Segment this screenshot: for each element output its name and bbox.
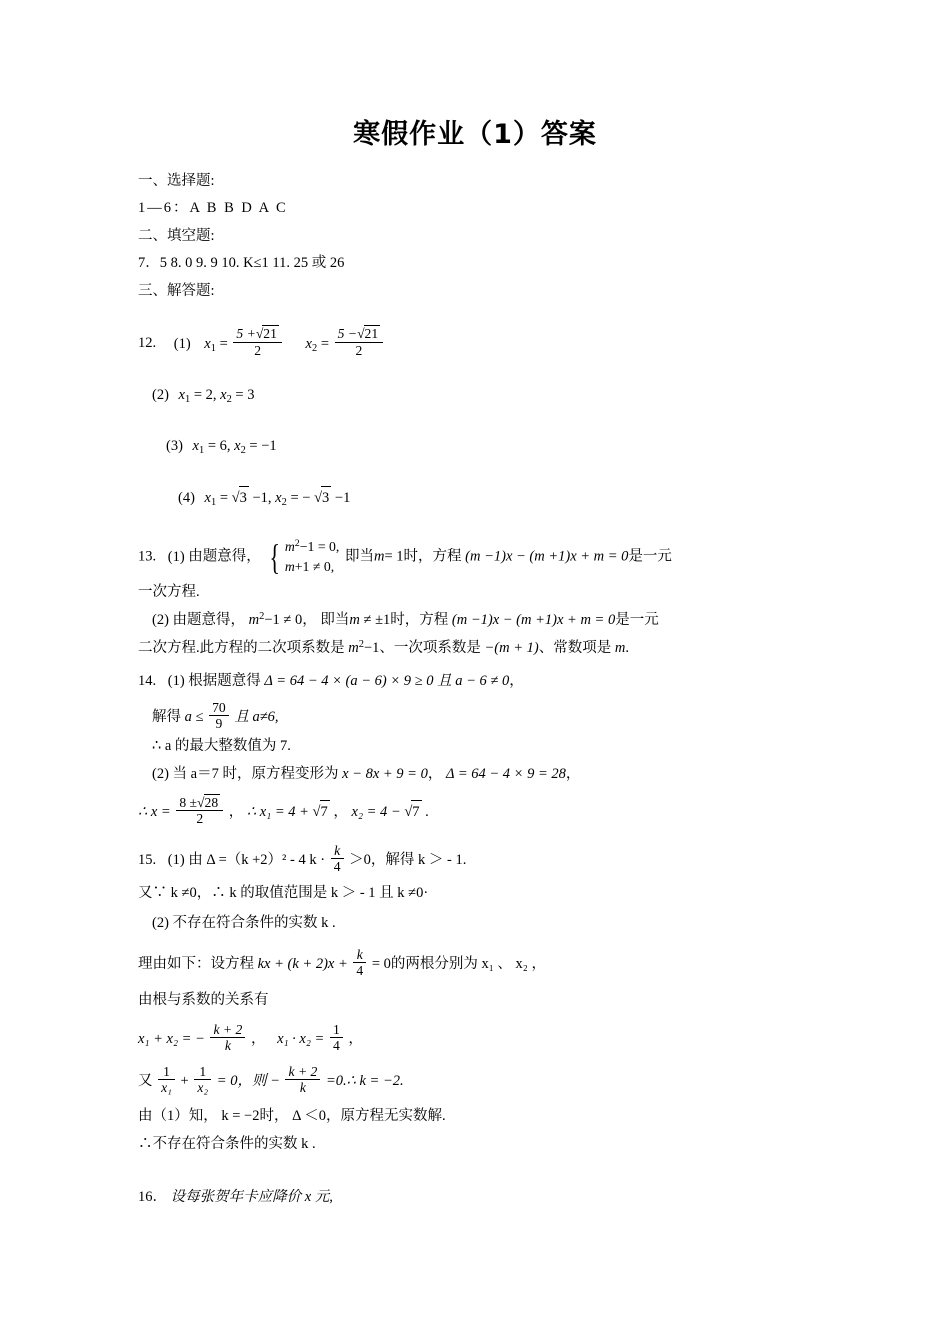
item-14-discriminant: Δ = 64 − 4 × (a − 6) × 9 ≥ 0 且 a − 6 ≠ 0 [264, 673, 510, 690]
answer-item-13 [138, 537, 828, 660]
item-15-vieta-label: 由根与系数的关系有 [138, 991, 269, 1008]
answer-item-16 [138, 1186, 828, 1209]
section-heading-solve: 三、解答题: [138, 282, 215, 299]
item-12-part1-expression: $x_1$ = $\frac{5 +√21}{2}$ $x_2$ = $\frac{5 -√21}{2}$ [204, 336, 385, 352]
item-12-number: 12. [138, 335, 157, 352]
item-12-part1-label: (1) [173, 335, 191, 352]
item-15-part1: 15. (1) 由 Δ =（k +2）² - 4 k · $\frac{k}{4}$ ＞0，解得 k ＞ - 1. [138, 842, 467, 874]
item-15-part2: (2) 不存在符合条件的实数 k . [152, 914, 336, 931]
section-heading-choice: 一、选择题: [138, 173, 215, 189]
item-12-part2: (2) $x_1 = 2$, $x_2 = 3$ [152, 386, 255, 405]
item-13-system: { $m^2-1 = 0$, m+1 ≠ 0, [269, 536, 340, 577]
page-title: 寒假作业（1）答案 [353, 119, 597, 150]
item-12-part4: (4) $x_1 = √3 -1$, $x_2$ = − √3 −1 [138, 486, 828, 512]
choice-answers: 1—6：A B B D A C [138, 200, 288, 217]
item-13-part2-line2: 二次方程.此方程的二次项系数是 $m^2-1$、一次项系数是 −(m + 1)、常数项是 m. [138, 638, 629, 656]
item-14-part2-line2: ∴ x = $\frac{8 \pm√28}{2}$ ， ∴ x₁ = 4 + √7 ， x₂ = 4 − √7 . [138, 795, 429, 827]
document-body [138, 170, 828, 1214]
answer-item-14 [138, 670, 828, 826]
item-16-text: 16． 设每张贺年卡应降价 x 元, [138, 1189, 333, 1206]
item-14-solve: 解得 a ≤ $\frac{70}{9}$ 且 a≠6, [152, 699, 279, 731]
item-15-from-part1: 由（1）知， k = −2时， Δ ＜0，原方程无实数解. [138, 1108, 446, 1125]
answer-item-15 [138, 843, 828, 1156]
answer-item-12 [138, 325, 828, 511]
item-13-part2: (2) 由题意得， $m^2-1 \ne 0$， 即当m ≠ ±1时，方程 (m −1)x − (m +1)x + m = 0是一元 [152, 610, 659, 629]
item-13-part1: 13. (1) 由题意得， { $m^2-1 = 0$, m+1 ≠ 0, 即当m= 1时，方程 (m −1)x − (m +1)x + m = 0是一元 [138, 536, 672, 577]
item-15-reason: 理由如下：设方程 kx + (k + 2)x + $\frac{k}{4}$ = 0的两根分别为 x₁ 、 x₂ ， [138, 947, 546, 979]
item-15-part1-line2: 又∵ k ≠0，∴ k 的取值范围是 k ＞ - 1 且 k ≠0· [138, 885, 429, 902]
item-15-final: ∴不存在符合条件的实数 k . [138, 1135, 316, 1152]
item-14-part1: 14. (1) 根据题意得 Δ = 64 − 4 × (a − 6) × 9 ≥ 0 且 a − 6 ≠ 0， [138, 673, 524, 690]
item-13-part1-equation: (m −1)x − (m +1)x + m = 0 [465, 548, 629, 565]
section-heading-fill: 二、填空题: [138, 227, 215, 244]
item-15-reciprocal-eq: 又 $\frac{1}{\text{x₁}}$ + $\frac{1}{\text{x₂}}$ = 0，则 − $\frac{k + 2}{k}$ =0.∴ k = −2. [138, 1063, 404, 1095]
item-12-part3: (3) $x_1 = 6$, $x_2 = -1$ [166, 437, 277, 456]
item-13-part1-tail: 一次方程. [138, 584, 200, 601]
item-15-vieta-eqs: x₁ + x₂ = − $\frac{k + 2}{k}$ ， x₁ · x₂ = $\frac{1}{4}$ ， [138, 1022, 363, 1054]
fill-answers: 7．5 8. 0 9. 9 10. K≤1 11. 25 或 26 [138, 255, 345, 272]
item-14-part2: (2) 当 a＝7 时，原方程变形为 x − 8x + 9 = 0， Δ = 64 − 4 × 9 = 28， [152, 765, 581, 782]
item-14-conclusion: ∴ a 的最大整数值为 7. [152, 738, 291, 755]
